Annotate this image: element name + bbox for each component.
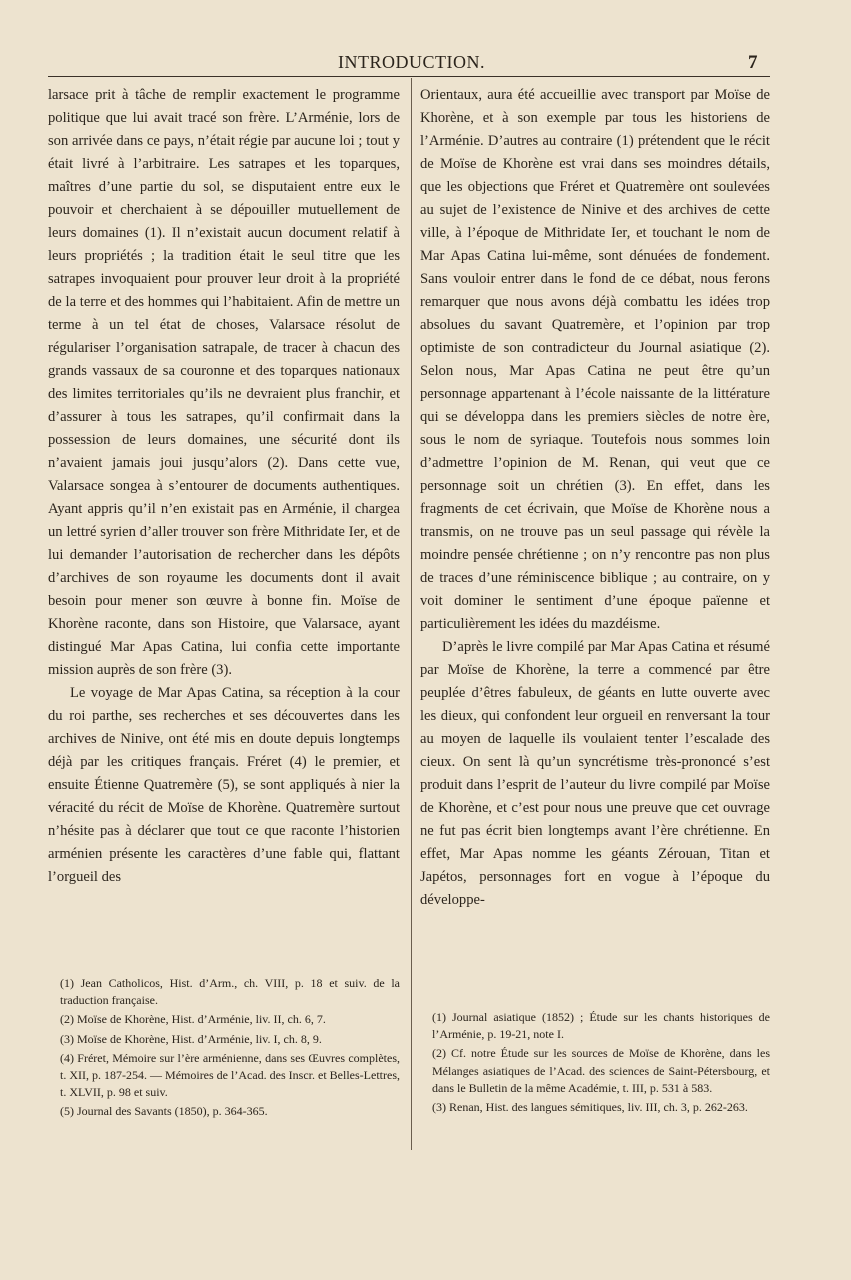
left-column bbox=[48, 84, 400, 889]
footnote: (5) Journal des Savants (1850), p. 364-365. bbox=[60, 1104, 268, 1119]
footnote: (1) Journal asiatique (1852) ; Étude sur les chants historiques de l’Arménie, p. 19-21, note I. bbox=[432, 1010, 770, 1042]
footnote: (1) Jean Catholicos, Hist. d’Arm., ch. VIII, p. 18 et suiv. de la traduction française. bbox=[60, 976, 400, 1008]
paragraph: Orientaux, aura été accueillie avec transport par Moïse de Khorène, et à son exemple par tous les historiens de l’Arménie. D’autres au contraire (1) prétendent que le récit de Moïse de Khorène est vrai dans ses moindres détails, que les objections que Fréret et Quatremère ont soulevées au sujet de l’existence de Ninive et des archives de cette ville, à l’époque de Mithridate Ier, et touchant le nom de Mar Apas Catina lui-même, sont dénuées de fondement. Sans vouloir entrer dans le fond de ce débat, nous ferons remarquer que nous avons déjà combattu les idées trop absolues du savant Quatremère, et l’opinion par trop optimiste de son contradicteur du Journal asiatique (2). Selon nous, Mar Apas Catina ne peut être qu’un personnage appartenant à l’école naissante de la littérature qui se développa dans les premiers siècles de notre ère, sous le nom de syriaque. Toutefois nous sommes loin d’admettre l’opinion de M. Renan, qui veut que ce personnage soit un chrétien (3). En effet, dans les fragments de cet écrivain, que Moïse de Khorène nous a transmis, on ne trouve pas un seul passage qui révèle la moindre pensée chrétienne ; on n’y rencontre pas non plus de traces d’une réminiscence biblique ; au contraire, on y voit dominer le sentiment d’une époque païenne et particulièrement les idées du mazdéisme. bbox=[420, 87, 770, 632]
running-header bbox=[48, 52, 768, 76]
footnotes-right bbox=[432, 1009, 770, 1116]
running-title: INTRODUCTION. bbox=[338, 52, 485, 72]
paragraph: larsace prit à tâche de remplir exactement le programme politique que lui avait tracé son frère. L’Arménie, lors de son arrivée dans ce pays, n’était régie par aucune loi ; tout y était livré à l’arbitraire. Les satrapes et les toparques, maîtres d’une partie du sol, se disputaient entre eux le pouvoir et cherchaient à se dépouiller mutuellement de leurs domaines (1). Il n’existait aucun document relatif à leurs propriétés ; la tradition était le seul titre que les satrapes invoquaient pour prouver leur droit à la propriété de la terre et des hommes qui l’habitaient. Afin de mettre un terme à un tel état de choses, Valarsace résolut de régulariser l’organisation satrapale, de tracer à chacun des grands vassaux de sa couronne et des toparques nationaux des limites territoriales qu’ils ne devraient plus franchir, et d’assurer à tous les satrapes, qu’il confirmait dans la possession de leurs domaines, une sécurité dont ils n’avaient jamais joui jusqu’alors (2). Dans cette vue, Valarsace songea à s’entourer de documents authentiques. Ayant appris qu’il n’en existait pas en Arménie, il chargea un lettré syrien d’aller trouver son frère Mithridate Ier, et de lui demander l’autorisation de rechercher dans les dépôts d’archives de son royaume les documents dont il avait besoin pour mener son œuvre à bonne fin. Moïse de Khorène raconte, dans son Histoire, que Valarsace, ayant distingué Mar Apas Catina, lui confia cette importante mission auprès de son frère (3). bbox=[48, 87, 400, 678]
footnote: (3) Moïse de Khorène, Hist. d’Arménie, liv. I, ch. 8, 9. bbox=[60, 1031, 322, 1046]
footnote: (2) Cf. notre Étude sur les sources de Moïse de Khorène, dans les Mélanges asiatiques de l’Acad. des sciences de Saint-Pétersbourg, et dans le Bulletin de la même Académie, t. III, p. 531 à 583. bbox=[432, 1046, 770, 1095]
footnotes-left bbox=[60, 975, 400, 1121]
footnote: (4) Fréret, Mémoire sur l’ère arménienne, dans ses Œuvres complètes, t. XII, p. 187-254. — Mémoires de l’Acad. des Inscr. et Belles-Lettres, t. XLVII, p. 98 et suiv. bbox=[60, 1050, 400, 1100]
page-number: 7 bbox=[748, 52, 758, 73]
footnote: (3) Renan, Hist. des langues sémitiques, liv. III, ch. 3, p. 262-263. bbox=[432, 1100, 748, 1115]
header-rule bbox=[48, 76, 770, 77]
paragraph: D’après le livre compilé par Mar Apas Catina et résumé par Moïse de Khorène, la terre a commencé par être peuplée d’êtres fabuleux, de géants en lutte ouverte avec les dieux, qui confondent leur orgueil en renversant la tour au moyen de laquelle ils voulaient tenter l’escalade des cieux. On sent là qu’un syncrétisme très-prononcé s’est produit dans l’esprit de l’auteur du livre compilé par Moïse de Khorène, et c’est pour nous une preuve que cet ouvrage ne fut pas écrit bien longtemps avant l’ère chrétienne. En effet, Mar Apas nomme les géants Zérouan, Titan et Japétos, personnages fort en vogue à l’époque du développe- bbox=[420, 639, 770, 908]
paragraph: Le voyage de Mar Apas Catina, sa réception à la cour du roi parthe, ses recherches et ses découvertes dans les archives de Ninive, ont été mis en doute depuis longtemps déjà par les critiques français. Fréret (4) le premier, et ensuite Étienne Quatremère (5), se sont appliqués à nier la véracité du récit de Moïse de Khorène. Quatremère surtout n’hésite pas à déclarer que tout ce que raconte l’historien arménien présente les caractères d’une fable qui, flattant l’orgueil des bbox=[48, 685, 400, 885]
footnote: (2) Moïse de Khorène, Hist. d’Arménie, liv. II, ch. 6, 7. bbox=[60, 1012, 326, 1027]
column-divider bbox=[411, 78, 412, 1150]
right-column bbox=[420, 84, 770, 912]
